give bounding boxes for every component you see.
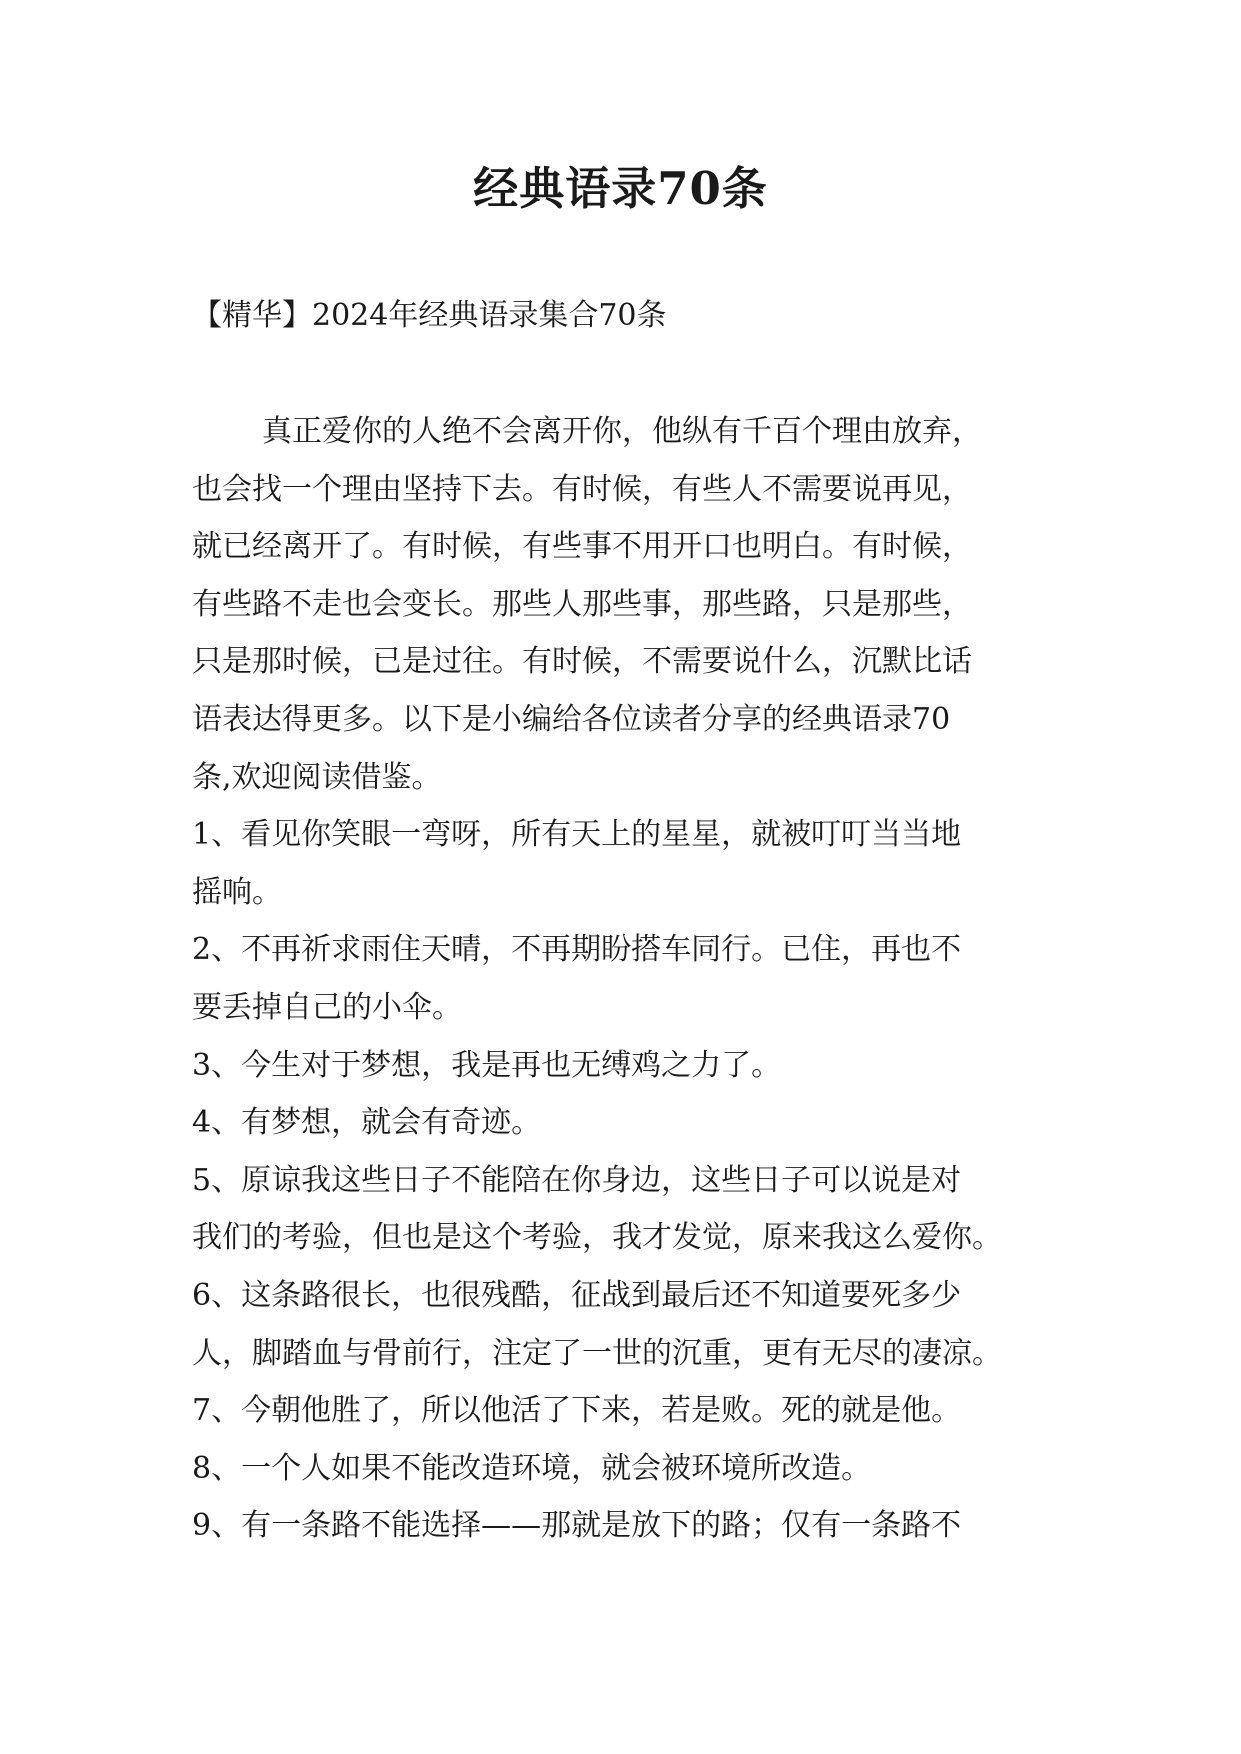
intro-line: 只是那时候，已是过往。有时候，不需要说什么，沉默比话 [192,644,972,680]
document-body [192,403,1072,1555]
quote-item [192,1037,1072,1095]
document-subtitle: 【精华】2024年经典语录集合70条 [192,298,667,333]
intro-line: 条,欢迎阅读借鉴。 [192,759,442,795]
quote-line: 8、一个人如果不能改造环境，就会被环境所改造。 [192,1450,872,1486]
quote-line: 3、今生对于梦想，我是再也无缚鸡之力了。 [192,1047,782,1083]
quote-line: 要丢掉自己的小伞。 [192,989,462,1025]
quote-line: 9、有一条路不能选择——那就是放下的路；仅有一条路不 [192,1508,962,1544]
quote-item [192,1152,1072,1267]
quote-line: 2、不再祈求雨住天晴，不再期盼搭车同行。已住，再也不 [192,932,962,968]
quote-item [192,806,1072,921]
intro-line: 就已经离开了。有时候，有些事不用开口也明白。有时候， [192,529,972,565]
quote-item [192,1440,1072,1498]
quote-line: 1、看见你笑眼一弯呀，所有天上的星星，就被叮叮当当地 [192,817,962,853]
quote-list [192,806,1072,1555]
quote-line: 6、这条路很长，也很残酷，征战到最后还不知道要死多少 [192,1277,962,1313]
quote-item [192,1094,1072,1152]
quote-item [192,1382,1072,1440]
quote-line: 4、有梦想，就会有奇迹。 [192,1105,542,1141]
quote-line: 人，脚踏血与骨前行，注定了一世的沉重，更有无尽的凄凉。 [192,1335,1002,1371]
quote-line: 7、今朝他胜了，所以他活了下来，若是败。死的就是他。 [192,1393,962,1429]
quote-item [192,1497,1072,1555]
intro-line: 也会找一个理由坚持下去。有时候，有些人不需要说再见， [192,471,972,507]
quote-line: 5、原谅我这些日子不能陪在你身边，这些日子可以说是对 [192,1162,962,1198]
intro-line: 真正爱你的人绝不会离开你，他纵有千百个理由放弃， [262,414,982,449]
quote-line: 我们的考验，但也是这个考验，我才发觉，原来我这么爱你。 [192,1220,1002,1256]
intro-line: 有些路不走也会变长。那些人那些事，那些路，只是那些， [192,586,972,622]
quote-item [192,921,1072,1036]
intro-paragraph [192,403,1072,806]
document-title: 经典语录70条 [473,162,768,215]
quote-line: 摇响。 [192,874,282,910]
quote-item [192,1267,1072,1382]
intro-line: 语表达得更多。以下是小编给各位读者分享的经典语录70 [192,701,951,737]
